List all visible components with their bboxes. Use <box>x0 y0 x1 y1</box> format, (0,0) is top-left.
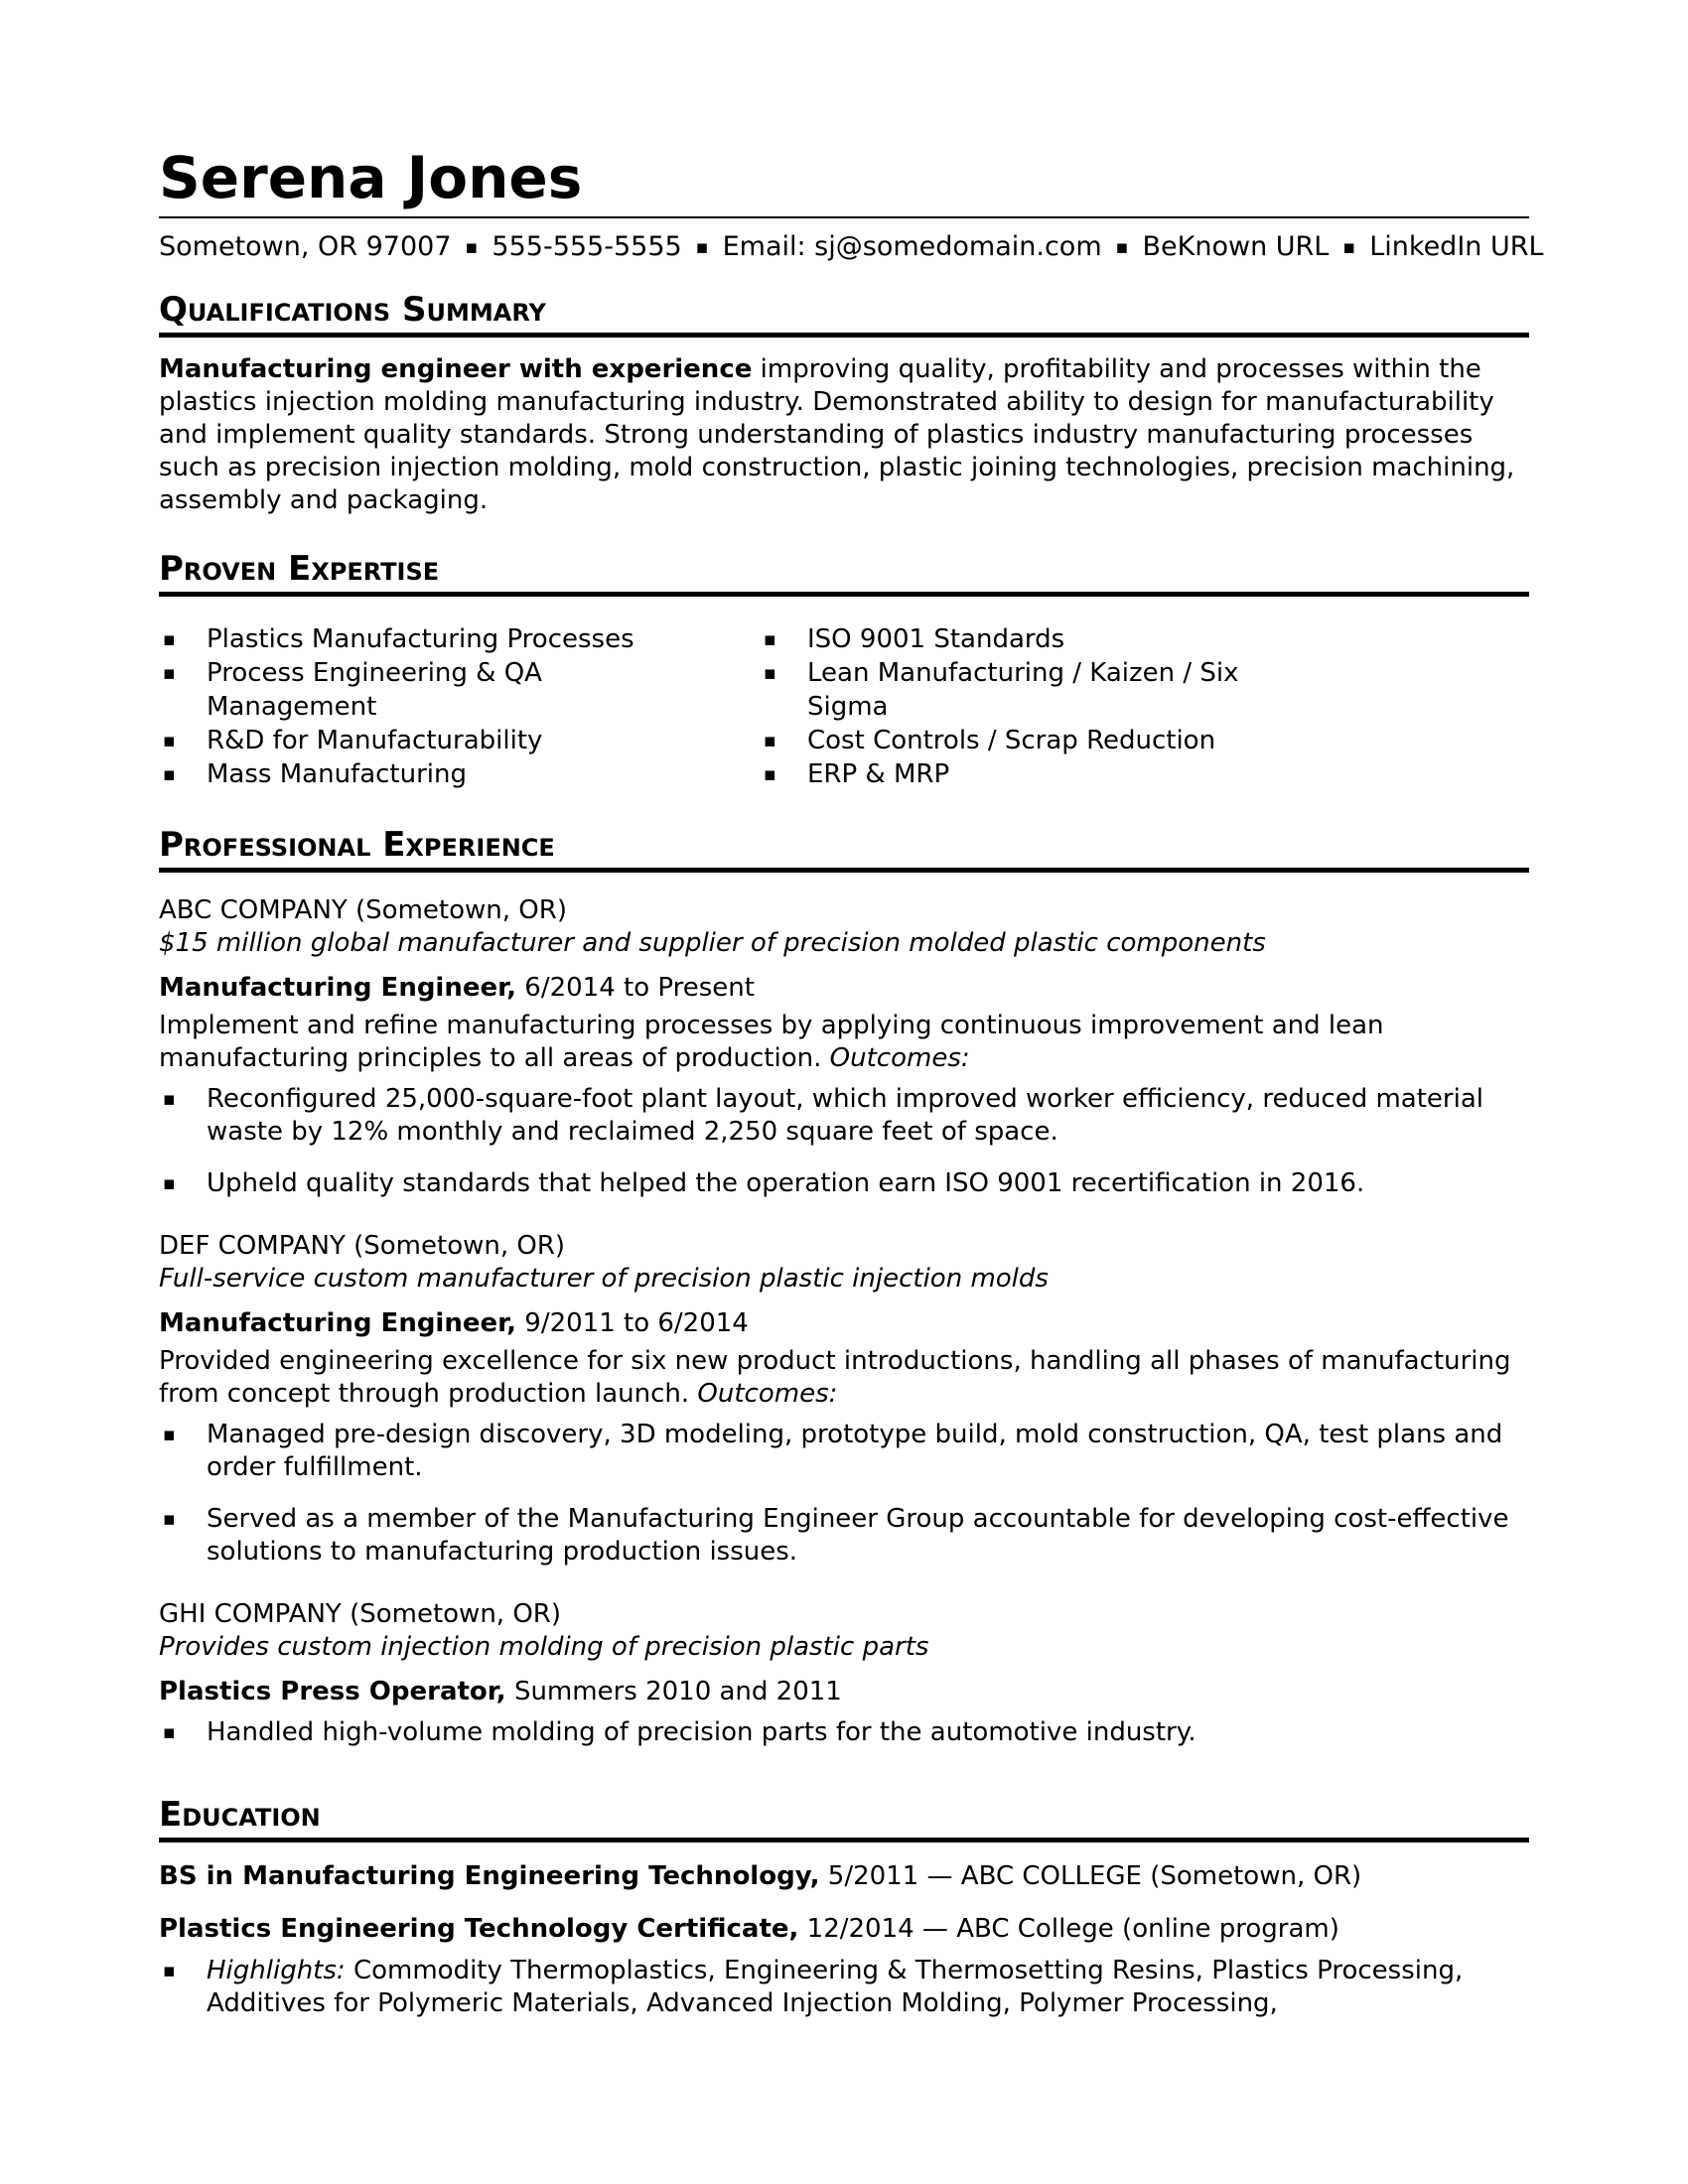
job-bullet-list <box>159 1419 1529 1569</box>
separator-square-icon: ▪ <box>1115 236 1129 258</box>
degree-name: BS in Manufacturing Engineering Technology, <box>159 1861 820 1891</box>
bullet-square-icon: ▪ <box>764 662 776 684</box>
bullet-square-icon: ▪ <box>163 1721 176 1743</box>
degree-details: 5/2011 — ABC COLLEGE (Sometown, OR) <box>827 1861 1362 1891</box>
bullet-square-icon: ▪ <box>163 662 176 684</box>
job-bullet-list <box>159 1083 1529 1200</box>
job-title: Manufacturing Engineer, <box>159 1308 517 1338</box>
list-item: ▪ Process Engineering & QA Management <box>159 656 760 724</box>
job-dates: Summers 2010 and 2011 <box>513 1677 842 1706</box>
list-item: ▪ Upheld quality standards that helped the operation earn ISO 9001 recertification in 2016. <box>159 1167 1529 1200</box>
list-item: ▪ ISO 9001 Standards <box>760 622 1529 656</box>
separator-square-icon: ▪ <box>1342 236 1356 258</box>
contact-linkedin-url: LinkedIn URL <box>1369 231 1544 262</box>
job-title: Manufacturing Engineer, <box>159 973 517 1003</box>
job-description: Implement and refine manufacturing processes by applying continuous improvement and lean manufacturing principles to all areas of production. Outcomes: <box>159 1011 1384 1073</box>
summary-body-text: improving quality, profitability and processes within the plastics injection molding manufacturing industry. Demonstrated ability to design for manufacturability and implement quality standards. Strong understanding of plastics industry manufacturing processes such as precision injection molding, mold construction, plastic joining technologies, precision machining, assembly and packaging. <box>159 354 1515 515</box>
education-entry-bs <box>159 1860 1529 1893</box>
list-item: ▪ Plastics Manufacturing Processes <box>159 622 760 656</box>
bullet-square-icon: ▪ <box>163 1960 176 1981</box>
company-name: GHI COMPANY (Sometown, OR) <box>159 1599 562 1629</box>
bullet-square-icon: ▪ <box>764 763 776 785</box>
expertise-list-right <box>760 622 1529 791</box>
bullet-square-icon: ▪ <box>163 763 176 785</box>
bullet-square-icon: ▪ <box>163 730 176 751</box>
separator-square-icon: ▪ <box>695 236 709 258</box>
outcomes-label: Outcomes: <box>829 1043 970 1073</box>
bullet-square-icon: ▪ <box>163 1424 176 1445</box>
job-title-line <box>159 972 1529 1005</box>
company-tagline: Full-service custom manufacturer of precision plastic injection molds <box>159 1264 1049 1294</box>
separator-square-icon: ▪ <box>465 236 479 258</box>
job-bullet-list <box>159 1716 1529 1749</box>
job-description: Provided engineering excellence for six new product introductions, handling all phases of manufacturing from concept through production launch. Outcomes: <box>159 1346 1511 1409</box>
job-entry-abc-company <box>159 894 1529 1200</box>
list-item: ▪ R&D for Manufacturability <box>159 724 760 757</box>
summary-lead-bold: Manufacturing engineer with experience <box>159 354 753 384</box>
degree-line <box>159 1913 1529 1946</box>
education-bullet-list <box>159 1955 1529 2020</box>
person-name: Serena Jones <box>159 149 1529 218</box>
list-item <box>159 1955 1529 2020</box>
bullet-square-icon: ▪ <box>764 730 776 751</box>
education-entry-certificate <box>159 1913 1529 2020</box>
degree-name: Plastics Engineering Technology Certificate, <box>159 1914 799 1944</box>
list-item: ▪ Reconfigured 25,000-square-foot plant layout, which improved worker efficiency, reduced material waste by 12% monthly and reclaimed 2,250 square feet of space. <box>159 1083 1529 1149</box>
job-dates: 6/2014 to Present <box>524 973 755 1003</box>
list-item: ▪ Managed pre-design discovery, 3D modeling, prototype build, mold construction, QA, test plans and order fulfillment. <box>159 1419 1529 1484</box>
company-tagline: Provides custom injection molding of precision plastic parts <box>159 1632 929 1662</box>
list-item: ▪ ERP & MRP <box>760 757 1529 791</box>
list-item: ▪ Handled high-volume molding of precision parts for the automotive industry. <box>159 1716 1529 1749</box>
contact-location: Sometown, OR 97007 <box>159 231 452 262</box>
outcomes-label: Outcomes: <box>697 1379 838 1409</box>
section-heading-qualifications-summary: Qualifications Summary <box>159 292 1529 338</box>
highlights-label: Highlights: <box>207 1956 346 1985</box>
job-title: Plastics Press Operator, <box>159 1677 506 1706</box>
section-heading-education: Education <box>159 1797 1529 1843</box>
contact-phone: 555-555-5555 <box>492 231 682 262</box>
job-entry-ghi-company <box>159 1598 1529 1749</box>
bullet-square-icon: ▪ <box>163 628 176 650</box>
list-item: ▪ Cost Controls / Scrap Reduction <box>760 724 1529 757</box>
job-dates: 9/2011 to 6/2014 <box>524 1308 749 1338</box>
bullet-square-icon: ▪ <box>163 1088 176 1110</box>
expertise-columns <box>159 622 1529 791</box>
list-item: ▪ Mass Manufacturing <box>159 757 760 791</box>
company-name: ABC COMPANY (Sometown, OR) <box>159 895 567 925</box>
contact-email: Email: sj@somedomain.com <box>722 231 1102 262</box>
company-name: DEF COMPANY (Sometown, OR) <box>159 1231 566 1261</box>
contact-line <box>159 230 1544 264</box>
contact-beknown-url: BeKnown URL <box>1142 231 1330 262</box>
expertise-list-left <box>159 622 760 791</box>
degree-line <box>159 1860 1529 1893</box>
job-title-line <box>159 1676 1529 1708</box>
bullet-square-icon: ▪ <box>163 1508 176 1530</box>
list-item: ▪ Served as a member of the Manufacturing Engineer Group accountable for developing cost-effective solutions to manufacturing production issues. <box>159 1503 1529 1569</box>
bullet-square-icon: ▪ <box>764 628 776 650</box>
bullet-square-icon: ▪ <box>163 1172 176 1194</box>
highlights-text: Commodity Thermoplastics, Engineering & Thermosetting Resins, Plastics Processing, Additives for Polymeric Materials, Advanced Injection Molding, Polymer Processing, <box>207 1956 1464 2018</box>
section-heading-professional-experience: Professional Experience <box>159 827 1529 873</box>
qualifications-summary-paragraph <box>159 353 1529 517</box>
company-tagline: $15 million global manufacturer and supplier of precision molded plastic components <box>159 928 1266 958</box>
job-entry-def-company <box>159 1230 1529 1569</box>
job-title-line <box>159 1307 1529 1340</box>
section-heading-proven-expertise: Proven Expertise <box>159 551 1529 597</box>
degree-details: 12/2014 — ABC College (online program) <box>806 1914 1339 1944</box>
list-item: ▪ Lean Manufacturing / Kaizen / Six Sigma <box>760 656 1529 724</box>
